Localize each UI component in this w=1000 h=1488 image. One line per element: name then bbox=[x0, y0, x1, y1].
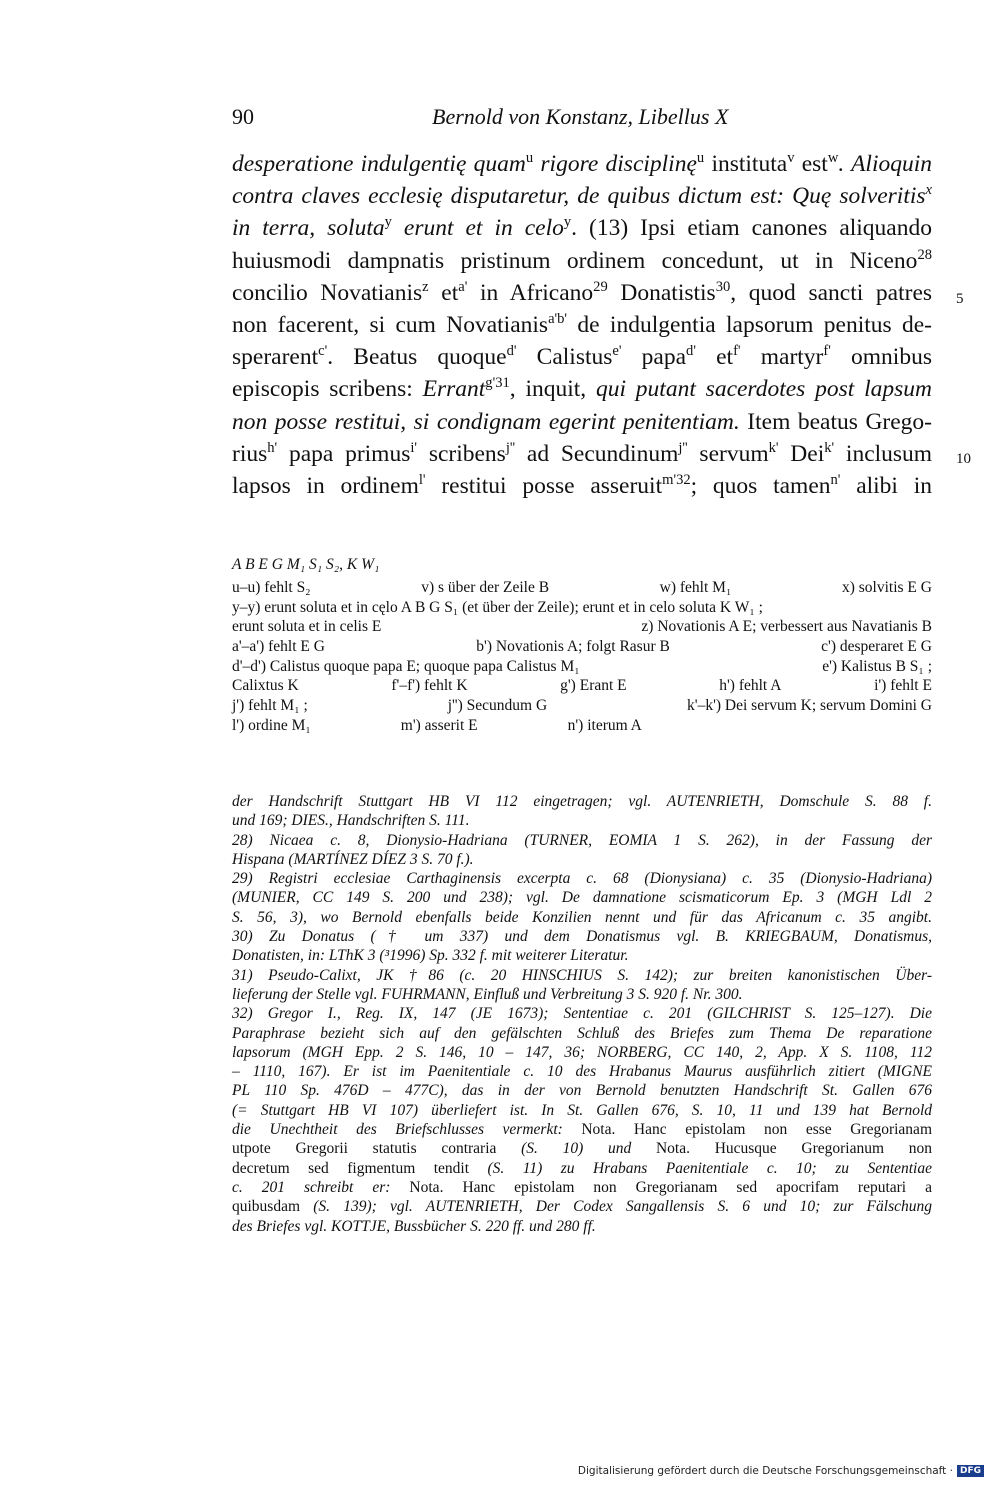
text-line-6: non facerent, si cum Novatianis$^{a'b'}$ de indulgentia lapsorum penitus de- bbox=[232, 311, 932, 338]
footnote-line: S. 56, 3), wo Bernold ebenfalls beide Konzilien nennt und für das Africanum c. 35 angibt. bbox=[232, 908, 932, 926]
apparatus-row: a'–a') fehlt E G b') Novationis A; folgt Rasur B c') desperaret E G bbox=[232, 638, 932, 656]
footnote-line: die Unechtheit des Briefschlusses vermerkt: Nota. Hanc epistolam non esse Gregorianam bbox=[232, 1121, 932, 1139]
apparatus-row: j') fehlt M₁ ; j'') Secundum G k'–k') Dei servum K; servum Domini G bbox=[232, 697, 932, 715]
footnote-line: 29) Registri ecclesiae Carthaginensis excerpta c. 68 (Dionysiana) c. 35 (Dionysio-Hadriana) bbox=[232, 870, 932, 888]
apparatus-row: y–y) erunt soluta et in cęlo A B G S₁ (et über der Zeile); erunt et in celo soluta K W₁ ; bbox=[232, 598, 763, 616]
footnote-line: 30) Zu Donatus († um 337) und dem Donatismus vgl. B. KRIEGBAUM, Donatismus, bbox=[232, 928, 932, 946]
footnote-line: lieferung der Stelle vgl. FUHRMANN, Einfluß und Verbreitung 3 S. 920 f. Nr. 300. bbox=[232, 985, 743, 1003]
digitization-credit bbox=[578, 1465, 984, 1477]
footnote-line: der Handschrift Stuttgart HB VI 112 eingetragen; vgl. AUTENRIETH, Domschule S. 88 f. bbox=[232, 793, 932, 810]
apparatus-row: erunt soluta et in celis E z) Novationis A E; verbessert aus Navatianis B bbox=[232, 618, 932, 636]
text-line-11: lapsos in ordinem$^{l'}$ restitui posse asseruit$^{m'32}$; quos tamen$^{n'}$ alibi in bbox=[232, 472, 932, 499]
footnote-line: und 169; DIES., Handschriften S. 111. bbox=[232, 812, 470, 830]
footnote-line: Hispana (MARTÍNEZ DÍEZ 3 S. 70 f.). bbox=[232, 850, 474, 868]
main-text bbox=[232, 148, 932, 502]
footnotes bbox=[232, 792, 932, 1236]
text-line-3: in terra, soluta$^y$ erunt et in celo$^y$. (13) Ipsi etiam canones aliquando bbox=[232, 214, 932, 242]
critical-apparatus bbox=[232, 578, 932, 736]
text-line-5: concilio Novatianis$^z$ $et^{a'}$ in Africano$^{29}$ Donatistis$^{30}$, quod sancti patres bbox=[232, 278, 933, 306]
apparatus-row: u–u) fehlt S₂ v) s über der Zeile B w) fehlt M₁ x) solvitis E G bbox=[232, 579, 932, 596]
text-line-10: rius$^{h'}$ papa primus$^{i'}$ scribens$^{j''}$ ad Secundinum$^{j''}$ servum$^{k'}$ Dei$^{k'}$ inclusum bbox=[232, 439, 933, 467]
footnote-line: lapsorum (MGH Epp. 2 S. 146, 10 – 147, 36; NORBERG, CC 140, 2, App. X S. 1108, 112 bbox=[232, 1043, 932, 1061]
text-line-2: contra claves ecclesię disputaretur, de quibus dictum est: Quę solveritis$^x$ bbox=[232, 182, 932, 210]
footnote-line: 28) Nicaea c. 8, Dionysio-Hadriana (TURNER, EOMIA 1 S. 262), in der Fassung der bbox=[232, 831, 932, 849]
line-number-5: 5 bbox=[956, 291, 964, 307]
apparatus-row: l') ordine M₁ m') asserit E n') iterum A bbox=[232, 716, 642, 734]
apparatus-row: Calixtus K f'–f') fehlt K g') Erant E h') fehlt A i') fehlt E bbox=[232, 677, 932, 695]
text-line-8: episcopis scribens: Errant$^{g'31}$, inquit, qui putant sacerdotes post lapsum bbox=[232, 375, 932, 403]
footnote-line: (MUNIER, CC 149 S. 200 und 238); vgl. De damnatione scismaticorum Ep. 3 (MGH Ldl 2 bbox=[232, 889, 932, 907]
apparatus-row: d'–d') Calistus quoque papa E; quoque papa Calistus M₁ e') Kalistus B S₁ ; bbox=[232, 657, 932, 675]
footnote-line: PL 110 Sp. 476D – 477C), das in der von Bernold benutzten Handschrift St. Gallen 676 bbox=[232, 1082, 932, 1100]
footnote-line: des Briefes vgl. KOTTJE, Bussbücher S. 220 ff. und 280 ff. bbox=[232, 1217, 596, 1235]
footnote-line: 31) Pseudo-Calixt, JK †86 (c. 20 HINSCHIUS S. 142); zur breiten kanonistischen Über- bbox=[232, 966, 932, 984]
page-number: 90 bbox=[232, 104, 254, 129]
text-line-7: sperarent$^{c'}$. Beatus quoque$^{d'}$ Calistus$^{e'}$ papa$^{d'}$ $et^{f'}$ martyr$^{f'}$ omnibus bbox=[232, 343, 932, 371]
running-head: Bernold von Konstanz, Libellus X bbox=[432, 104, 729, 129]
text-line-1: desperatione indulgentię quam$^u$ rigore disciplinę$^u$ instituta$^v$ est$^w$. Alioquin bbox=[232, 150, 933, 177]
footnote-line: utpote Gregorii statutis contraria (S. 10) und Nota. Hucusque Gregorianum non bbox=[232, 1140, 933, 1158]
footnote-line: Paraphrase bezieht sich auf den gefälschten Schluß des Briefes zum Thema De reparatione bbox=[232, 1024, 932, 1042]
manuscript-sigla: A B E G M₁ S₁ S₂, K W₁ bbox=[232, 556, 380, 573]
text-line-9: non posse restitui, si condignam egerint penitentiam. Item beatus Grego- bbox=[232, 408, 932, 435]
footnote-line: decretum sed figmentum tendit (S. 11) zu Hrabans Paenitentiale c. 10; zu Sententiae bbox=[232, 1159, 932, 1177]
credit-text: Digitalisierung gefördert durch die Deutsche Forschungsgemeinschaft · bbox=[577, 1465, 953, 1477]
footnote-line: 32) Gregor I., Reg. IX, 147 (JE 1673); Sententiae c. 201 (GILCHRIST S. 125–127). Die bbox=[232, 1005, 932, 1023]
footnote-line: c. 201 schreibt er: Nota. Hanc epistolam non Gregorianam sed apocrifam reputari a bbox=[232, 1178, 932, 1196]
footnote-line: – 1110, 167). Er ist im Paenitentiale c. 10 des Hrabanus Maurus ausführlich zitiert (MIGNE bbox=[232, 1063, 932, 1081]
line-number-10: 10 bbox=[956, 451, 971, 467]
text-line-4: huiusmodi dampnatis pristinum ordinem concedunt, ut in Niceno$^{28}$ bbox=[232, 246, 932, 274]
footnote-line: (= Stuttgart HB VI 107) überliefert ist. In St. Gallen 676, S. 10, 11 und 139 hat Bernold bbox=[232, 1101, 932, 1119]
footnote-line: quibusdam (S. 139); vgl. AUTENRIETH, Der Codex Sangallensis S. 6 und 10; zur Fälschung bbox=[232, 1198, 932, 1216]
dfg-logo-icon: DFG bbox=[957, 1465, 984, 1477]
footnote-line: Donatisten, in: LThK 3 (³1996) Sp. 332 f. mit weiterer Literatur. bbox=[232, 947, 629, 965]
